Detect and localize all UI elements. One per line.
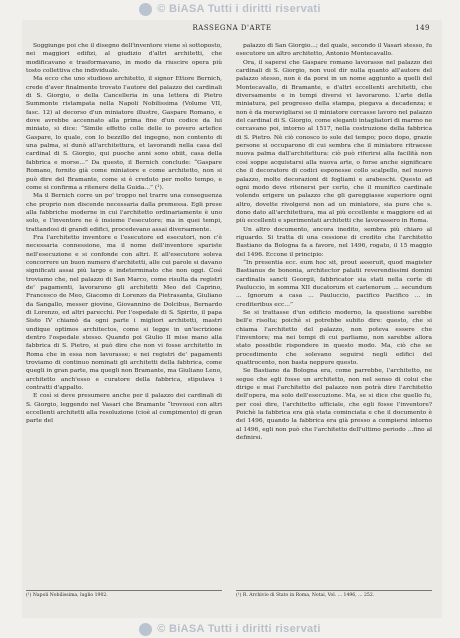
paragraph: palazzo di San Giorgio...; del quale, secondo il Vasari stesso, fu esecutore un altro architetto, Antonio Montecavallo.	[236, 43, 432, 58]
watermark-banner-bottom	[0, 620, 460, 638]
paragraph: Un altro documento, ancora inedito, sembra più chiaro al riguardo. Si tratta di una cessione di credito che l'architetto Bastiano da Bologna fa a favore, nel 1496, rogato, il 15 maggio del 1496. Eccone il principio:	[236, 226, 432, 258]
watermark-text: © BiASA Tutti i diritti riservati	[157, 3, 321, 15]
watermark-text: © BiASA Tutti i diritti riservati	[157, 623, 321, 635]
paragraph: Ma il Bernich corre un po' troppo nel trarre una conseguenza che proprio non discende necessaria dalla premessa. Egli prese alla fabbriche moderne in cui l'architetto ordinariamente è uno solo, e l'inventore ne è insieme l'esecutore; ma in quei tempi, trattandosi di grandi edifici, procedevano assai diversamente.	[26, 193, 222, 233]
scanned-page	[22, 20, 442, 618]
paragraph: Soggiunge poi che il disegno dell'inventore viene sì sottoposto, nei maggiori edifizi, al giudizio d'altri architetti, che modificavano e trasformavano, in modo da riuscire opera più tosto collettiva che individuale.	[26, 43, 222, 75]
paragraph: Fra l'architetto inventore e l'esecutore ed esecutori, non c'è necessaria connessione, ma il nome dell'inventore spariste nell'esecuzione e si confonde con altri. E all'esecutore soleva concorrere un buon numero d'architetti, alle cui parole si davano significati assai più largo e indeterminato che non oggi. Così troviamo che, nel palazzo di San Marco, come risulta da registri de' pagamenti, lavorarono gli architetti Meo del Caprino, Francesco de Meo, Giacomo di Lorenzo da Pietrasanta, Giuliano da Sangallo, messer giovine, Giovannino de Dolcibus, Bernardo di Lorenzo, ed altri parecchi. Per l'ospedale di S. Spirito, il papa Sisto IV chiamò da ogni parte i migliori architetti, mastri undique optimos architectos, come si legge in un'iscrizione dentro l'ospedale stesso. Quando poi Giulio II mise mano alla fabbrica di S. Pietro, si può dire che non vi fosse architetto in Roma che in essa non lavorasse; e nei registri de' pagamenti troviamo di continuo nominati gli architetti della fabbrica, come quegli in gran parte, ma quegli non Bramante, ma Giuliano Leno, architetto anch'esso e curatore della fabbrica, stipulava i contratti d'appalto.	[26, 234, 222, 392]
left-column	[26, 42, 222, 588]
running-header	[22, 24, 442, 36]
footnote-left: (¹) Napoli Nobilissima, luglio 1902.	[26, 590, 222, 609]
paragraph: E così si deve presumere anche per il palazzo dei cardinali di S. Giorgio, leggendo nel Vasari che Bramante “trovossi con altri eccellenti architetti alla resoluzione (cioè al compimento) di gran parte del	[26, 393, 222, 425]
paragraph: Ma ecco che uno studioso architetto, il signor Ettore Bernich, crede d'aver finalmente trovato l'autore del palazzo dei cardinali di S. Giorgio, o della Cancelleria in una lettera di Pietro Summonte ristampata nella Napoli Nobilissima (Volume VII, fasc. 12) al decorso d'un miniatore illustre, Gaspare Romano, e dove avrebbe accennato alla prima fine d'un codice da lui miniato, si dice: “Simile effetto colle delle io povero artefice Gaspare, lo quale, con lo bezzillo del ingegno, non contento di una palma, si dunò all'architettura, et lavorandi nella casa del cardinal di S. Giorgio, qui puoche anni sono obiit, casa della fabbrica e morse...” Da questo, il Bernich conclude: “Gaspare Romano, fornito già come miniatore e come architetto, non si può dire del Bramante, come si è creduto per molto tempo, e come si confirma a ritenere della Guida...” (¹).	[26, 76, 222, 191]
paragraph: “In presentia ecc. eum hoc sit, prout asseruit, quod magister Bastianus de bononia, architector palatii reverendissimi domini cardinalis sancti Georgii, fabbricator sia stati nella corte di Pauluccio, in somma XII ducatorum et carlenorum ... secundum ... Ignorum a casa ... Pauluccio, pacifico Pacifico ... in crediteribus ecc...”	[236, 259, 432, 308]
paragraph: Se Bastiano da Bologna era, come parrebbe, l'architetto, ne segue che egli fosse un architetto, non nel senso di colui che dirige e mai l'architetto del palazzo non potrà dire l'architetto dell'opera, ma solo dell'esecuzione. Ma, se si dice che quello fu, per così dire, l'architetto ufficiale, che egli fosse l'inventore? Poichè la fabbrica era già stata cominciata e che il documento è del 1496, quando la fabbrica era già presso a compiersi intorno al 1496, egli non può che l'architetto dell'ultimo periodo ...fino al definirsi.	[236, 368, 432, 442]
page-number: 149	[415, 24, 430, 32]
paragraph: Ora, il sapersi che Gaspare romano lavorasse nel palazzo dei cardinali di S. Giorgio, non vuol dir nulla quanto all'autore del palazzo stesso, non è da porsi in un nome aggiunto a quelli del Montecavallo, di Bramante, e d'altri eccellenti architetti, che diversamente e in tempi diversi vi lavorarono. L'arte della miniatura, pel progresso della stampa, piegava a decadenza; e non è da meravigliarsi se il miniatore cercasse lavoro nel palazzo del cardinal di S. Giorgio, come eleganti intagliatori di marmo ne cercavano poi, intorno al 1517, nella costruzione della fabbrica di S. Pietro. Nè ciò conosco io sole del tempo; poco dopo, grazie persone si occuparono di cui sembra che il miniatore ritraesse nuova palma dall'architettura: ciò può riferirsi alla facilità non così soppe acquistarsi alla nuova arte, o forse anche significare che il decoratore di codici esponesse collo scalpello, nel nuovo palazzo, molte decorazioni di fogliami e arabeschi. Questo ad ogni modo deve ritenersi per certo, che il munifico cardinale volendo erigere un palazzo che gli gareggiasse superiore ogni altro, dovette rivolgersi non ad un miniatore, sia pure che s. dono dato all'architettura, ma al più eccellente e maggiore ed ai più eccellenti e sperimentati architetti che lavorassero in Roma.	[236, 59, 432, 225]
right-column	[236, 42, 432, 588]
footnote-right: (¹) R. Archivio di Stato in Roma, Notai, Vol. ... 1496, ... 252.	[236, 590, 432, 609]
biasa-logo-icon	[139, 623, 152, 636]
biasa-logo-icon	[139, 3, 152, 16]
paragraph: Se si trattasse d'un edificio moderno, la questione sarebbe bell'e risolta; poichè si potrebbe subito dire: questo, che si chiama l'architetto del palazzo, non poteva essere che l'inventore; ma nei tempi di cui parliamo, non sarebbe allora stato possibile rispondere in questo modo. Ma, ciò che se procedimento che solevano seguirsi negli edifici del quattrocento, non basta neppure questo.	[236, 310, 432, 367]
running-title: RASSEGNA D'ARTE	[192, 24, 272, 32]
watermark-banner-top	[0, 0, 460, 18]
